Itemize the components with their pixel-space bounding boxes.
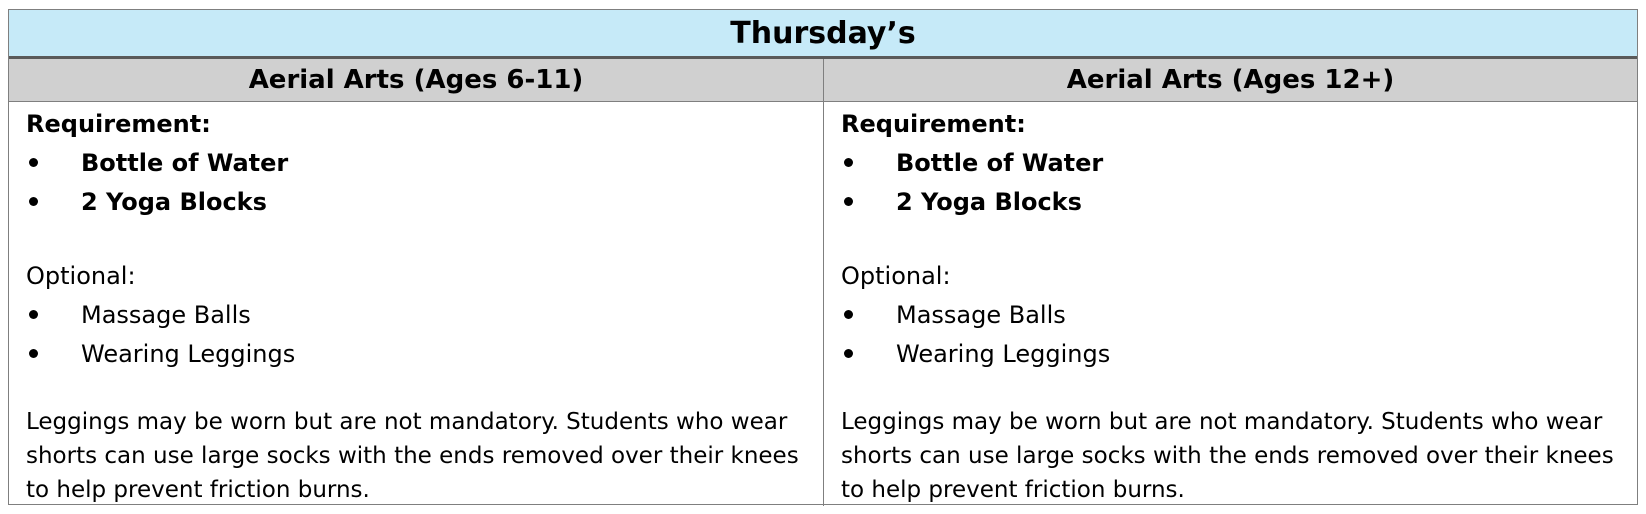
bullet-icon <box>841 296 896 335</box>
list-item-label: 2 Yoga Blocks <box>896 188 1082 216</box>
list-item-label: Bottle of Water <box>896 149 1104 177</box>
bullet-icon <box>26 183 81 222</box>
list-item-label: Massage Balls <box>81 301 251 329</box>
list-item <box>26 335 807 374</box>
bullet-icon <box>26 296 81 335</box>
column-ages-12-plus <box>823 102 1637 506</box>
list-item-label: Massage Balls <box>896 301 1066 329</box>
table-title: Thursday’s <box>9 10 1637 59</box>
note-text: Leggings may be worn but are not mandatory. Students who wear shorts can use large socks with the ends removed over their knees to help prevent friction burns. <box>841 409 1614 503</box>
schedule-table <box>8 9 1638 505</box>
column-heading-ages-6-11: Aerial Arts (Ages 6-11) <box>248 65 584 95</box>
requirement-label: Requirement: <box>26 110 211 138</box>
list-item <box>841 296 1621 335</box>
list-item-label: 2 Yoga Blocks <box>81 188 267 216</box>
list-item <box>26 183 807 222</box>
column-ages-6-11 <box>9 102 823 506</box>
list-item <box>841 144 1621 183</box>
bullet-icon <box>841 183 896 222</box>
list-item <box>26 144 807 183</box>
list-item <box>841 335 1621 374</box>
list-item <box>26 296 807 335</box>
optional-label: Optional: <box>841 262 951 290</box>
bullet-icon <box>841 335 896 374</box>
list-item-label: Bottle of Water <box>81 149 289 177</box>
bullet-icon <box>26 335 81 374</box>
header-row <box>9 59 1637 102</box>
bullet-icon <box>841 144 896 183</box>
optional-label: Optional: <box>26 262 136 290</box>
list-item <box>841 183 1621 222</box>
list-item-label: Wearing Leggings <box>81 340 296 368</box>
list-item-label: Wearing Leggings <box>896 340 1111 368</box>
requirement-label: Requirement: <box>841 110 1026 138</box>
note-text: Leggings may be worn but are not mandatory. Students who wear shorts can use large socks with the ends removed over their knees to help prevent friction burns. <box>26 409 799 503</box>
column-heading-ages-12-plus: Aerial Arts (Ages 12+) <box>823 59 1637 101</box>
bullet-icon <box>26 144 81 183</box>
body-row <box>9 102 1637 506</box>
